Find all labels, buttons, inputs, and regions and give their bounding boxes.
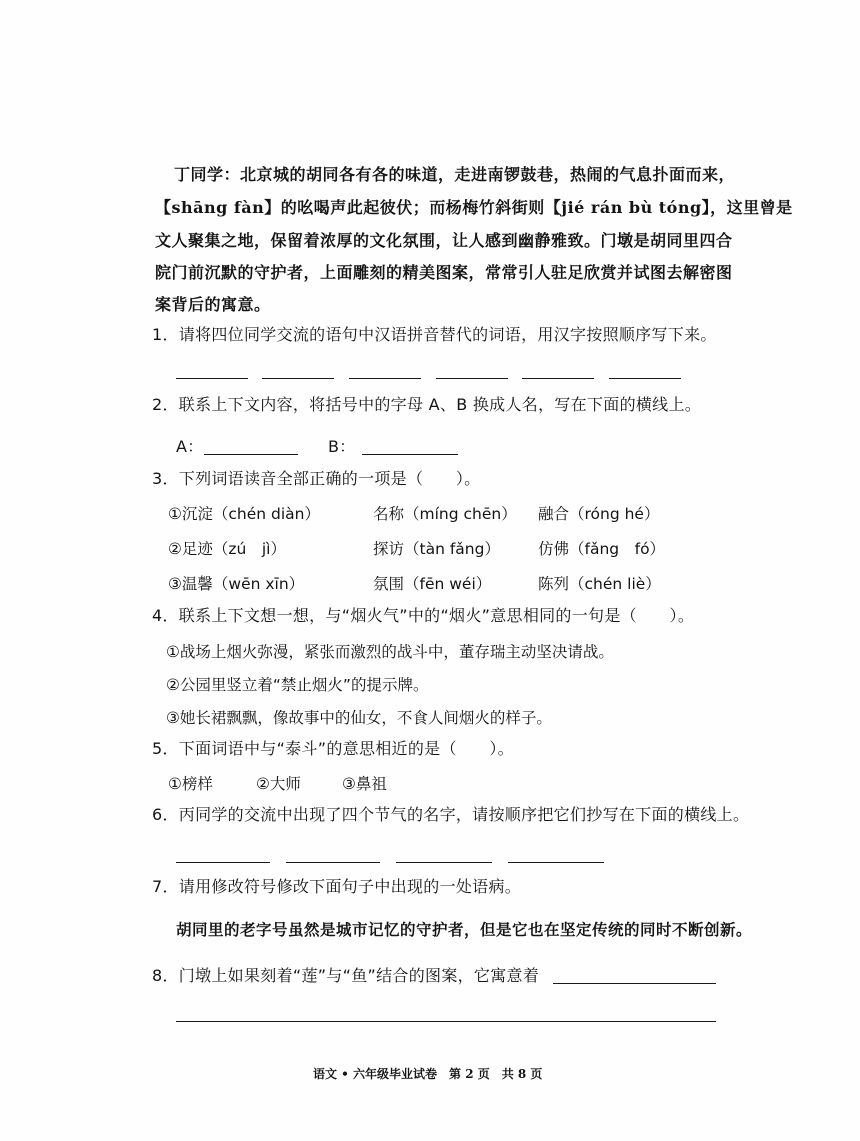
q5-option-2: ②大师	[256, 775, 301, 793]
q6-answer-blank-1[interactable]	[176, 862, 270, 863]
q1-answer-blank-2[interactable]	[262, 378, 334, 379]
question-7: 7．请用修改符号修改下面句子中出现的一处语病。	[152, 877, 522, 896]
question-3: 3．下列词语读音全部正确的一项是（ ）。	[152, 469, 481, 488]
q3-option-2-a: ②足迹（zú jì）	[168, 540, 286, 558]
q3-option-3-a: ③温馨（wēn xīn）	[168, 575, 305, 593]
passage-line-3: 文人聚集之地，保留着浓厚的文化氛围，让人感到幽静雅致。门墩是胡同里四合	[155, 231, 733, 250]
q4-option-2: ②公园里竖立着“禁止烟火”的提示牌。	[166, 676, 429, 694]
q3-option-2-b: 探访（tàn fǎng）	[373, 540, 500, 558]
passage-line-4: 院门前沉默的守护者，上面雕刻的精美图案，常常引人驻足欣赏并试图去解密图	[155, 263, 733, 282]
q5-option-3: ③鼻祖	[342, 775, 387, 793]
q2-answer-blank-a[interactable]	[204, 454, 298, 455]
q2-label-b: B：	[328, 437, 356, 456]
passage-line-1: 丁同学：北京城的胡同各有各的味道，走进南锣鼓巷，热闹的气息扑面而来，	[174, 165, 736, 184]
q1-answer-blank-6[interactable]	[609, 378, 681, 379]
q6-answer-blank-4[interactable]	[508, 862, 604, 863]
passage-line-2: 【shāng fàn】的吆喝声此起彼伏；而杨梅竹斜街则【jié rán bù tóng】，这里曾是	[155, 198, 793, 217]
passage-line-5: 案背后的寓意。	[155, 295, 271, 314]
q2-answer-blank-b[interactable]	[362, 454, 458, 455]
q6-answer-blank-3[interactable]	[396, 862, 492, 863]
q1-answer-blank-4[interactable]	[436, 378, 508, 379]
q2-label-a: A：	[176, 437, 204, 456]
question-6: 6．丙同学的交流中出现了四个节气的名字，请按顺序把它们抄写在下面的横线上。	[152, 805, 750, 824]
q3-option-1-c: 融合（róng hé）	[538, 505, 660, 523]
q7-sentence[interactable]: 胡同里的老字号虽然是城市记忆的守护者，但是它也在坚定传统的同时不断创新。	[176, 920, 753, 939]
page-footer: 语文 • 六年级毕业试卷 第 2 页 共 8 页	[313, 1067, 543, 1081]
q8-answer-blank-inline[interactable]	[553, 983, 716, 984]
q4-option-1: ①战场上烟火弥漫，紧张而激烈的战斗中，董存瑞主动坚决请战。	[166, 643, 614, 661]
question-4: 4．联系上下文想一想，与“烟火气”中的“烟火”意思相同的一句是（ ）。	[152, 606, 695, 625]
q1-answer-blank-5[interactable]	[522, 378, 594, 379]
q1-answer-blank-3[interactable]	[349, 378, 421, 379]
question-5: 5．下面词语中与“泰斗”的意思相近的是（ ）。	[152, 739, 514, 758]
q3-option-3-b: 氛围（fēn wéi）	[373, 575, 492, 593]
q3-option-3-c: 陈列（chén liè）	[538, 575, 661, 593]
q4-option-3: ③她长裙飘飘，像故事中的仙女，不食人间烟火的样子。	[166, 709, 552, 727]
q6-answer-blank-2[interactable]	[286, 862, 380, 863]
question-8: 8．门墩上如果刻着“莲”与“鱼”结合的图案，它寓意着	[152, 966, 540, 985]
q3-option-1-a: ①沉淀（chén diàn）	[168, 505, 320, 523]
q5-option-1: ①榜样	[168, 775, 213, 793]
q1-answer-blank-1[interactable]	[176, 378, 248, 379]
q3-option-2-c: 仿佛（fǎng fó）	[538, 540, 666, 558]
question-1: 1．请将四位同学交流的语句中汉语拼音替代的词语，用汉字按照顺序写下来。	[152, 325, 717, 344]
q8-answer-blank-line[interactable]	[176, 1021, 716, 1022]
q3-option-1-b: 名称（míng chēn）	[373, 505, 517, 523]
question-2: 2．联系上下文内容，将括号中的字母 A、B 换成人名，写在下面的横线上。	[152, 395, 702, 414]
